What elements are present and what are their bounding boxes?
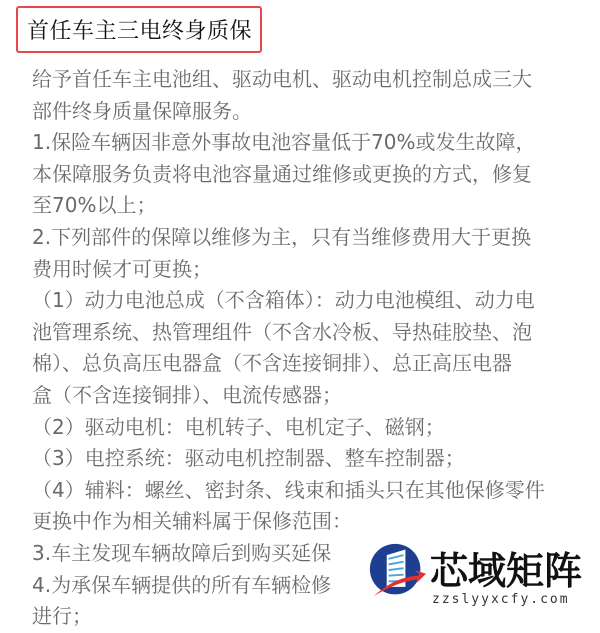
text-line: （4）辅料：螺丝、密封条、线束和插头只在其他保修零件 — [32, 477, 545, 502]
text-line: 本保障服务负责将电池容量通过维修或更换的方式，修复 — [32, 161, 532, 186]
text-line: （3）电控系统：驱动电机控制器、整车控制器； — [32, 446, 465, 471]
watermark — [366, 530, 600, 619]
watermark-name: 芯域矩阵 — [430, 548, 583, 593]
text-line: （1）动力电池总成（不含箱体）：动力电池模组、动力电 — [32, 288, 535, 313]
text-line: 盒（不含连接铜排）、电流传感器； — [32, 382, 342, 407]
text-line: 部件终身质量保障服务。 — [32, 98, 252, 123]
text-line: 3.车主发现车辆故障后到购买延保 — [32, 540, 332, 565]
text-line: 更换中作为相关辅料属于保修范围： — [32, 509, 352, 534]
text-line: 至70%以上； — [32, 193, 157, 218]
text-line: 1.保险车辆因非意外事故电池容量低于70%或发生故障， — [32, 130, 536, 155]
watermark-url: zzslyyxcfy.com — [432, 592, 570, 607]
text-line: 费用时候才可更换； — [32, 256, 212, 281]
text-line: 池管理系统、热管理组件（不含水冷板、导热硅胶垫、泡 — [32, 319, 532, 344]
text-line: （2）驱动电机：电机转子、电机定子、磁钢； — [32, 414, 445, 439]
text-line: 棉）、总负高压电器盒（不含连接铜排）、总正高压电器 — [32, 351, 512, 376]
text-line: 进行； — [32, 604, 92, 629]
watermark-logo-icon — [368, 542, 426, 600]
text-line: 4.为承保车辆提供的所有车辆检修 — [32, 572, 332, 597]
page-title: 首任车主三电终身质保 — [27, 19, 253, 44]
text-line: 2.下列部件的保障以维修为主，只有当维修费用大于更换 — [32, 224, 532, 249]
text-line: 给予首任车主电池组、驱动电机、驱动电机控制总成三大 — [32, 67, 532, 91]
